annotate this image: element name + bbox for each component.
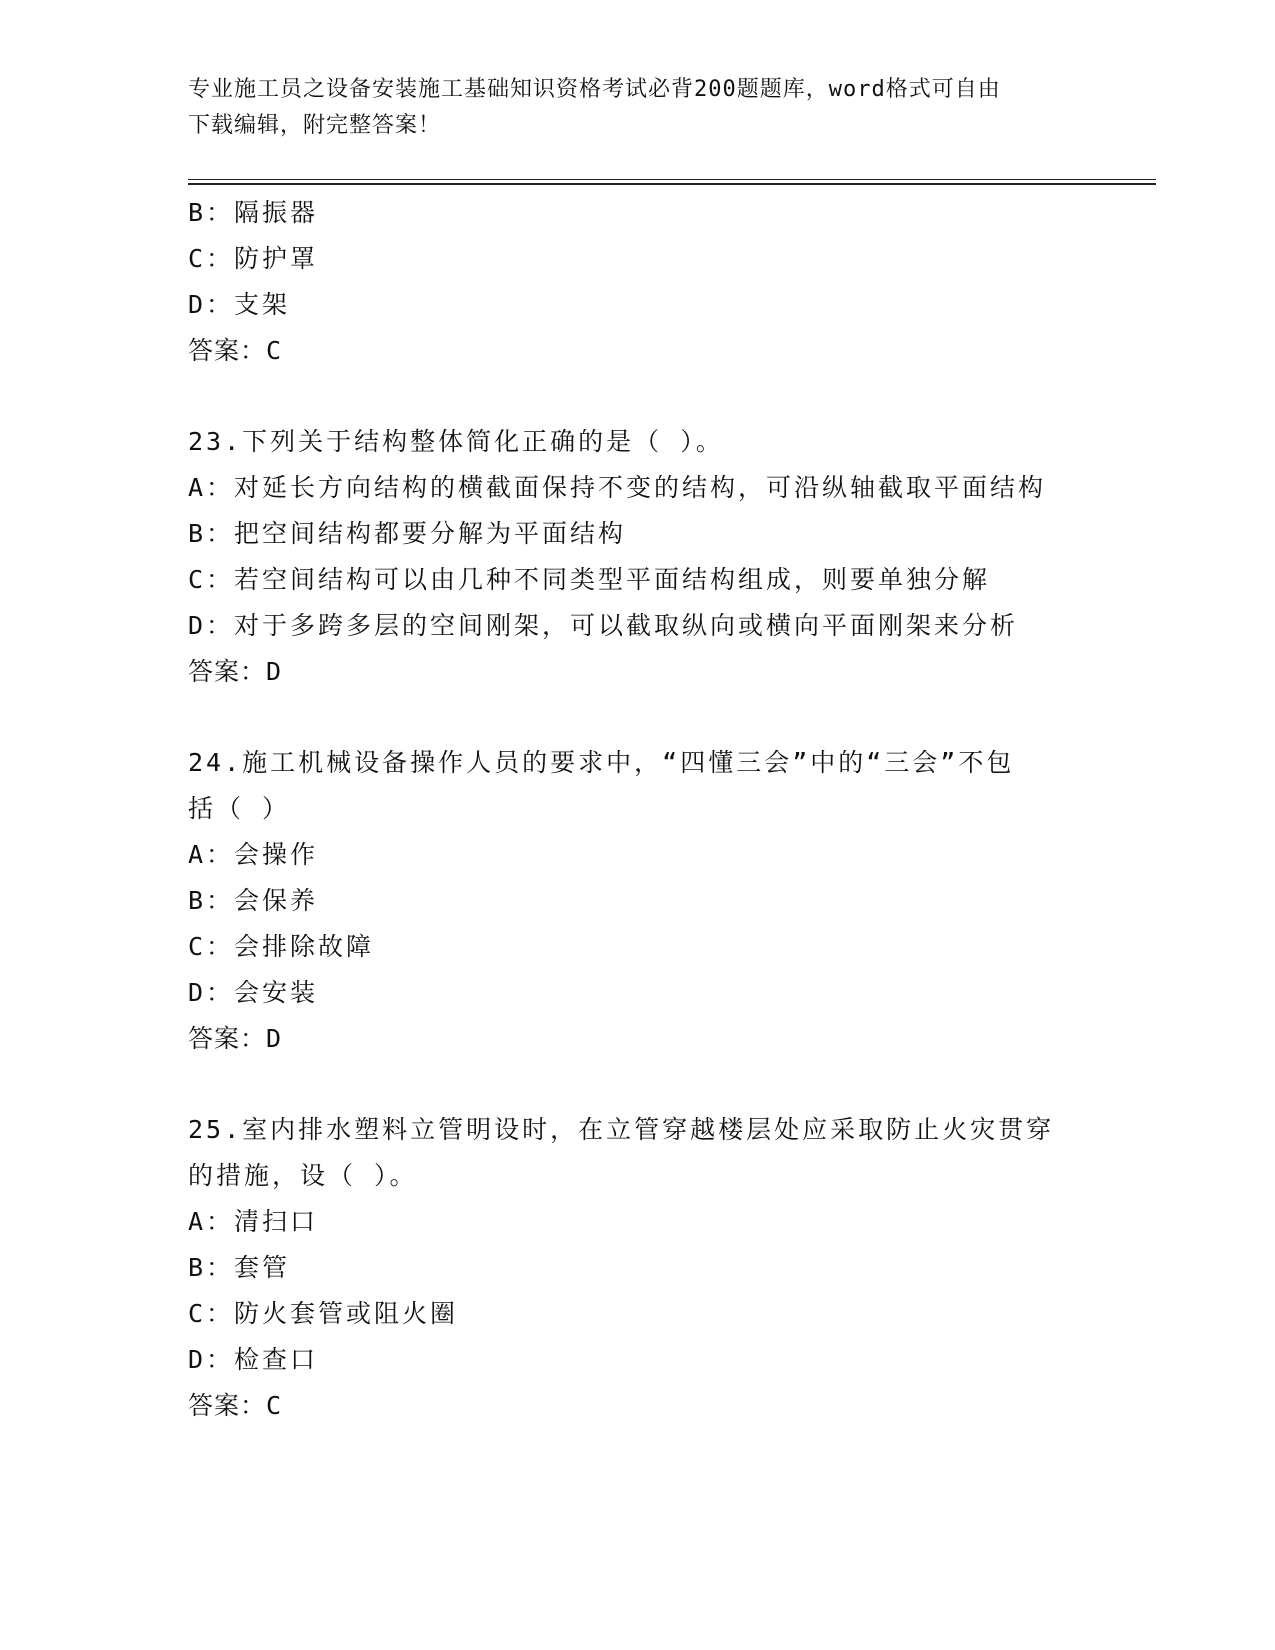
question-24 <box>188 740 1148 1062</box>
option-c: C：会排除故障 <box>188 932 375 961</box>
option-c: C：防护罩 <box>188 244 319 273</box>
answer-text: 答案：D <box>188 1024 283 1053</box>
answer-text: 答案：C <box>188 1391 283 1420</box>
option-b: B：套管 <box>188 1253 291 1282</box>
question-25 <box>188 1107 1148 1429</box>
option-b: B：把空间结构都要分解为平面结构 <box>188 519 627 548</box>
question-stem: 23.下列关于结构整体简化正确的是（ ）。 <box>188 427 724 456</box>
header-divider-thick <box>188 183 1156 185</box>
question-stem: 25.室内排水塑料立管明设时，在立管穿越楼层处应采取防止火灾贯穿 <box>188 1115 1055 1144</box>
header-line-2: 下载编辑，附完整答案！ <box>188 113 442 138</box>
question-23 <box>188 419 1148 695</box>
option-d: D：支架 <box>188 290 291 319</box>
option-d: D：检查口 <box>188 1345 319 1374</box>
question-stem: 24.施工机械设备操作人员的要求中，“四懂三会”中的“三会”不包 <box>188 748 1015 777</box>
option-a: A：对延长方向结构的横截面保持不变的结构，可沿纵轴截取平面结构 <box>188 473 1047 502</box>
header-line-1: 专业施工员之设备安装施工基础知识资格考试必背200题题库，word格式可自由 <box>188 77 1001 102</box>
answer-text: 答案：D <box>188 657 283 686</box>
question-content <box>188 190 1148 1429</box>
answer-text: 答案：C <box>188 336 283 365</box>
option-c: C：防火套管或阻火圈 <box>188 1299 459 1328</box>
option-d: D：会安装 <box>188 978 319 1007</box>
option-b: B：隔振器 <box>188 198 319 227</box>
spacer <box>188 695 1148 740</box>
option-a: A：会操作 <box>188 840 319 869</box>
option-b: B：会保养 <box>188 886 319 915</box>
spacer <box>188 374 1148 419</box>
question-stem-continued: 括（ ） <box>188 794 291 823</box>
document-header <box>188 72 1088 144</box>
carryover-block <box>188 190 1148 374</box>
spacer <box>188 1062 1148 1107</box>
option-a: A：清扫口 <box>188 1207 319 1236</box>
header-divider-thin <box>188 179 1156 180</box>
option-d: D：对于多跨多层的空间刚架，可以截取纵向或横向平面刚架来分析 <box>188 611 1019 640</box>
option-c: C：若空间结构可以由几种不同类型平面结构组成，则要单独分解 <box>188 565 991 594</box>
question-stem-continued: 的措施，设（ ）。 <box>188 1161 418 1190</box>
